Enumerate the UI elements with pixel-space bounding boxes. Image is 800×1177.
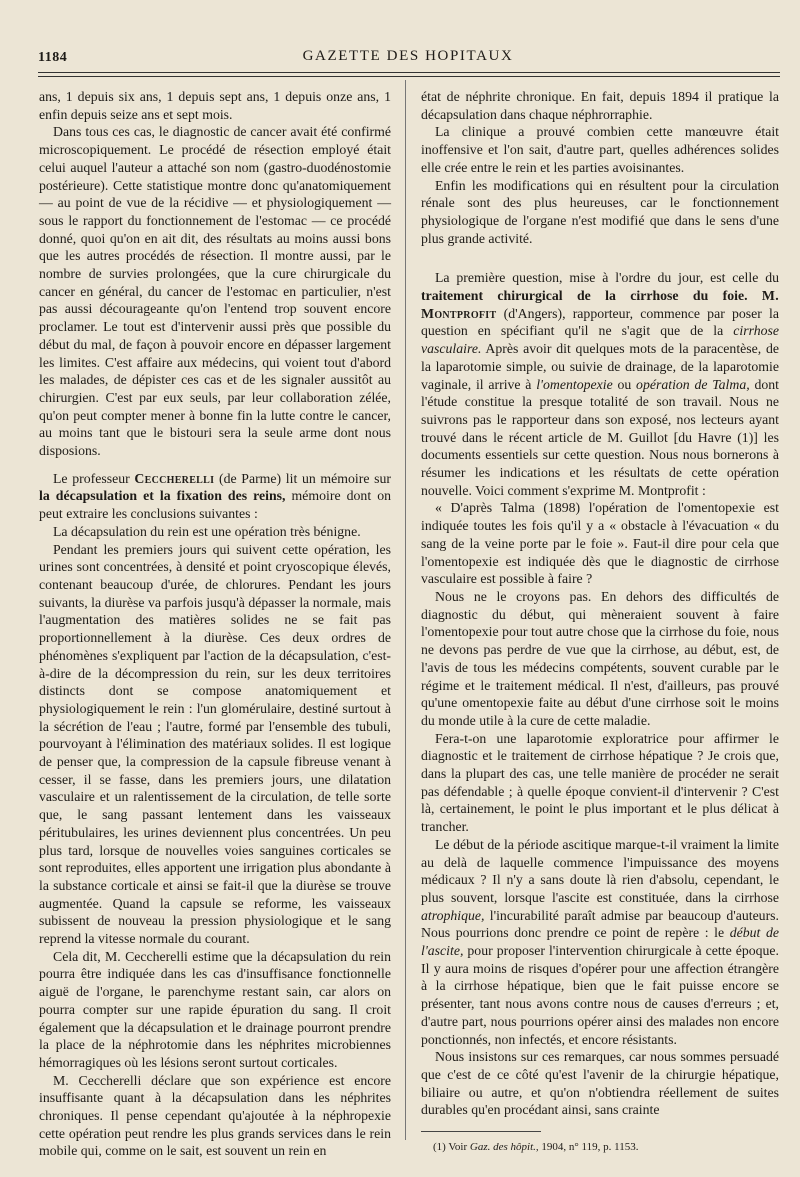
paragraph: Nous insistons sur ces remarques, car nous sommes persuadé que c'est de ce côté qu'est l'avenir de la chirurgie hépatique, biliaire ou autre, et qu'on n'obtiendra réellement de suites durables qu'en procédant ainsi, sans crainte [421, 1049, 779, 1118]
text-run: dont l'étude constitue la presque totalité de son travail. Nous ne suivrons pas le rapporteur dans son exposé, nos lecteurs ayant trouvé dans le récent article de M. Guillot [du Havre (1)] les documents essentiels sur cette question. Nous nous bornerons à résumer les indications et les résultats de cette opération nouvelle. Voici comment s'exprime M. Montprofit : [421, 376, 779, 498]
italic-run: cirrhose vasculaire. [421, 323, 779, 357]
paragraph: La clinique a prouvé combien cette manœuvre était inoffensive et l'on sait, d'autre part, quelles adhérences solides elle crée entre le rein et les parties avoisinantes. [421, 124, 779, 175]
text-run: Après avoir dit quelques mots de la paracentèse, de la laparotomie simple, ou suivie de drainage, de la laparotomie vaginale, il arrive à [421, 341, 779, 392]
text-run: (1) Voir [433, 1141, 470, 1154]
paragraph: La décapsulation du rein est une opération très bénigne. [53, 523, 361, 539]
text-run: La première question, mise à l'ordre du jour, est celle du [435, 270, 779, 286]
italic-run: opération de Talma, [636, 376, 750, 392]
text-run: l'incurabilité paraît admise par beaucoup d'auteurs. Nous pourrions donc prendre ce point de repère : le [421, 907, 779, 941]
italic-run: l'omentopexie [536, 376, 613, 392]
running-title: GAZETTE DES HOPITAUX [302, 48, 514, 64]
topic-heading: traitement chirurgical de la cirrhose du foie. [421, 288, 748, 304]
paragraph: M. Ceccherelli déclare que son expérience est encore insuffisante quant à la décapsulation dans les néphrites chroniques. Il pense cependant qu'ajoutée à la néphropexie cette opération peut rendre les plus grands services dans le rein mobile qui, comme on le sait, est souvent un rein en [39, 1072, 391, 1159]
column-divider [405, 80, 406, 1140]
text-run: (d'Angers), rapporteur, commence par poser la question en spécifiant qu'il ne s'agit que de la [421, 305, 779, 339]
section-ceccherelli [39, 470, 391, 523]
header-rule-top [38, 72, 780, 73]
paragraph: Pendant les premiers jours qui suivent cette opération, les urines sont concentrées, à densité et point cryoscopique élevés, contenant beaucoup d'urée, de chlorures. Pendant les jours suivants, la diurèse va parfois jusqu'à dépasser la normale, mais l'augmentation des matières solides ne se fait pas proportionnellement à la diurèse. Ces deux ordres de phénomènes s'expliquent par l'action de la décapsulation, c'est-à-dire de la décompression du rein, sur les deux territoires distincts dont se compose anatomiquement et physiologiquement le rein : l'un glomérulaire, destiné surtout à la sécrétion de l'eau ; l'autre, formé par l'ensemble des tubuli, pourvoyant à l'élimination des matériaux solides. Il est logique de penser que, la compression de la capsule fibreuse venant à cesser, il se fasse, dans les premiers jours, une dilatation vasculaire et un ralentissement de la circulation, de telle sorte que, le sang passant lentement dans les vaisseaux péritubulaires, les urines deviennent plus concentrées. Un peu plus tard, lorsque de nouvelles voies sanguines corticales se sont reproduites, elles apportent une irrigation plus abondante à la substance corticale et ainsi se fait-il que la diurèse se trouve augmentée. Quand la capsule se reforme, les vaisseaux subissent de nouveau la pression physiologique et le sang reprend la vitesse normale du courant. [39, 541, 391, 947]
page-header [38, 44, 778, 70]
paragraph: ans, 1 depuis six ans, 1 depuis sept ans, 1 depuis onze ans, 1 enfin depuis seize ans et sept mois. [39, 89, 391, 122]
text-run: 1904, n° 119, p. 1153. [538, 1141, 639, 1154]
paragraph: état de néphrite chronique. En fait, depuis 1894 il pratique la décapsulation dans chaque néphrorraphie. [421, 89, 779, 122]
paragraph: Fera-t-on une laparotomie exploratrice pour affirmer le diagnostic et le traitement de cirrhose hépatique ? Je crois que, dans la plupart des cas, une telle manière de procéder ne serait pas défendable ; à quelle époque convient-il d'intervenir ? C'est là, certainement, le point le plus important et le plus délicat à trancher. [421, 730, 779, 835]
section-cirrhose [421, 269, 779, 499]
quote-paragraph: « D'après Talma (1898) l'opération de l'omentopexie est indiquée toutes les fois qu'il y a « obstacle à l'évacuation « du sang de la veine porte par le foie ». Faut-il dire pour cela que l'omentopexie est indiquée dès que le diagnostic de cirrhose vasculaire est possible à faire ? [421, 500, 779, 587]
paragraph: Nous ne le croyons pas. En dehors des difficultés de diagnostic du début, qui mèneraient souvent à faire l'omentopexie pour tout autre chose que la cirrhose du foie, nous ne devons pas perdre de vue que la cirrhose, au début, est, de l'avis de tous les médecins compétents, souvent curable par le régime et le traitement médical. Il n'est, d'ailleurs, pas prouvé qu'une omentopexie faite au début d'une cirrhose soit le moins du monde utile à la cure de cette maladie. [421, 588, 779, 728]
page-number: 1184 [38, 50, 68, 65]
text-run [748, 288, 762, 303]
right-column [421, 88, 779, 1154]
paragraph: Enfin les modifications qui en résultent pour la circulation rénale sont des plus heureuses, car le fonctionnement physiologique de l'organe n'est modifié que dans le sens d'une plus grande activité. [421, 177, 779, 246]
text-run: mémoire dont on peut extraire les conclusions suivantes : [39, 488, 392, 522]
text-run: ou [612, 376, 637, 392]
header-rule-bottom [38, 76, 780, 77]
footnote [421, 1140, 779, 1154]
text-run: (de Parme) lit un mémoire sur [214, 470, 391, 486]
author-name: Ceccherelli [134, 470, 215, 486]
paragraph: Cela dit, M. Ceccherelli estime que la décapsulation du rein pourra être indiquée dans les cas d'insuffisance fonctionnelle aiguë de l'organe, le parenchyme restant sain, car alors on pourra compter sur une rapide épuration du sang. Il croit également que la décapsulation et le drainage pourront prendre la place de la néphrotomie dans les néphrites microbiennes hémorragiques où les lésions seront surtout corticales. [39, 948, 391, 1070]
author-name: M. Montprofit [421, 288, 779, 321]
text-run: Le professeur [53, 470, 135, 486]
left-column [39, 88, 391, 1160]
italic-run: début de l'ascite, [421, 925, 779, 959]
footnote-rule [421, 1131, 541, 1132]
text-run: pour proposer l'intervention chirurgicale à cette époque. Il y aura moins de risques d'opérer pour une affection étrangère à la cirrhose hépatique, bien que le fait puisse encore se présenter, tant nous avons contre nous de causes d'erreurs ; et, d'autre part, nous pourrions opérer ainsi des malades non encore ponctionnés, non infectés, et encore résistants. [421, 943, 779, 1047]
italic-run: atrophique, [421, 907, 485, 923]
topic-heading: la décapsulation et la fixation des reins, [39, 488, 286, 504]
paragraph: Dans tous ces cas, le diagnostic de cancer avait été confirmé microscopiquement. Le procédé de résection employé était celui auquel l'auteur a attaché son nom (gastro-duodénostomie postérieure). Cette statistique montre donc qu'anatomiquement — au point de vue de la récidive — et physiologiquement — sous le rapport du fonctionnement de l'estomac — ce procédé donné, quoi qu'on en ait dit, des résultats au moins aussi bons que les autres procédés de résection. Il montre aussi, par le nombre de survies prolongées, que la cure chirurgicale du cancer en général, du cancer de l'estomac en particulier, n'est pas aussi décourageante qu'on l'entend trop souvent encore proclamer. Le tout est d'intervenir aussi près que possible du début du mal, de façon à pouvoir encore en dépasser largement les limites. C'est affaire aux médecins, qui voient tout d'abord les malades, de dépister ces cas et de les signaler aussitôt au chirurgien. C'est par eux seuls, par leur collaboration zélée, qu'on peut compter mener à bonne fin la lutte contre le cancer, au moins tant que le bistouri sera la seule arme dont nous disposions. [39, 124, 391, 459]
paragraph [421, 836, 779, 1048]
italic-run: Gaz. des hôpit., [469, 1141, 539, 1154]
text-run: Le début de la période ascitique marque-t-il vraiment la limite au delà de laquelle commence l'impuissance des moyens médicaux ? Il n'y a sans doute là rien d'absolu, cependant, le plus souvent, lorsque l'ascite est constituée, dans la cirrhose [421, 836, 779, 905]
